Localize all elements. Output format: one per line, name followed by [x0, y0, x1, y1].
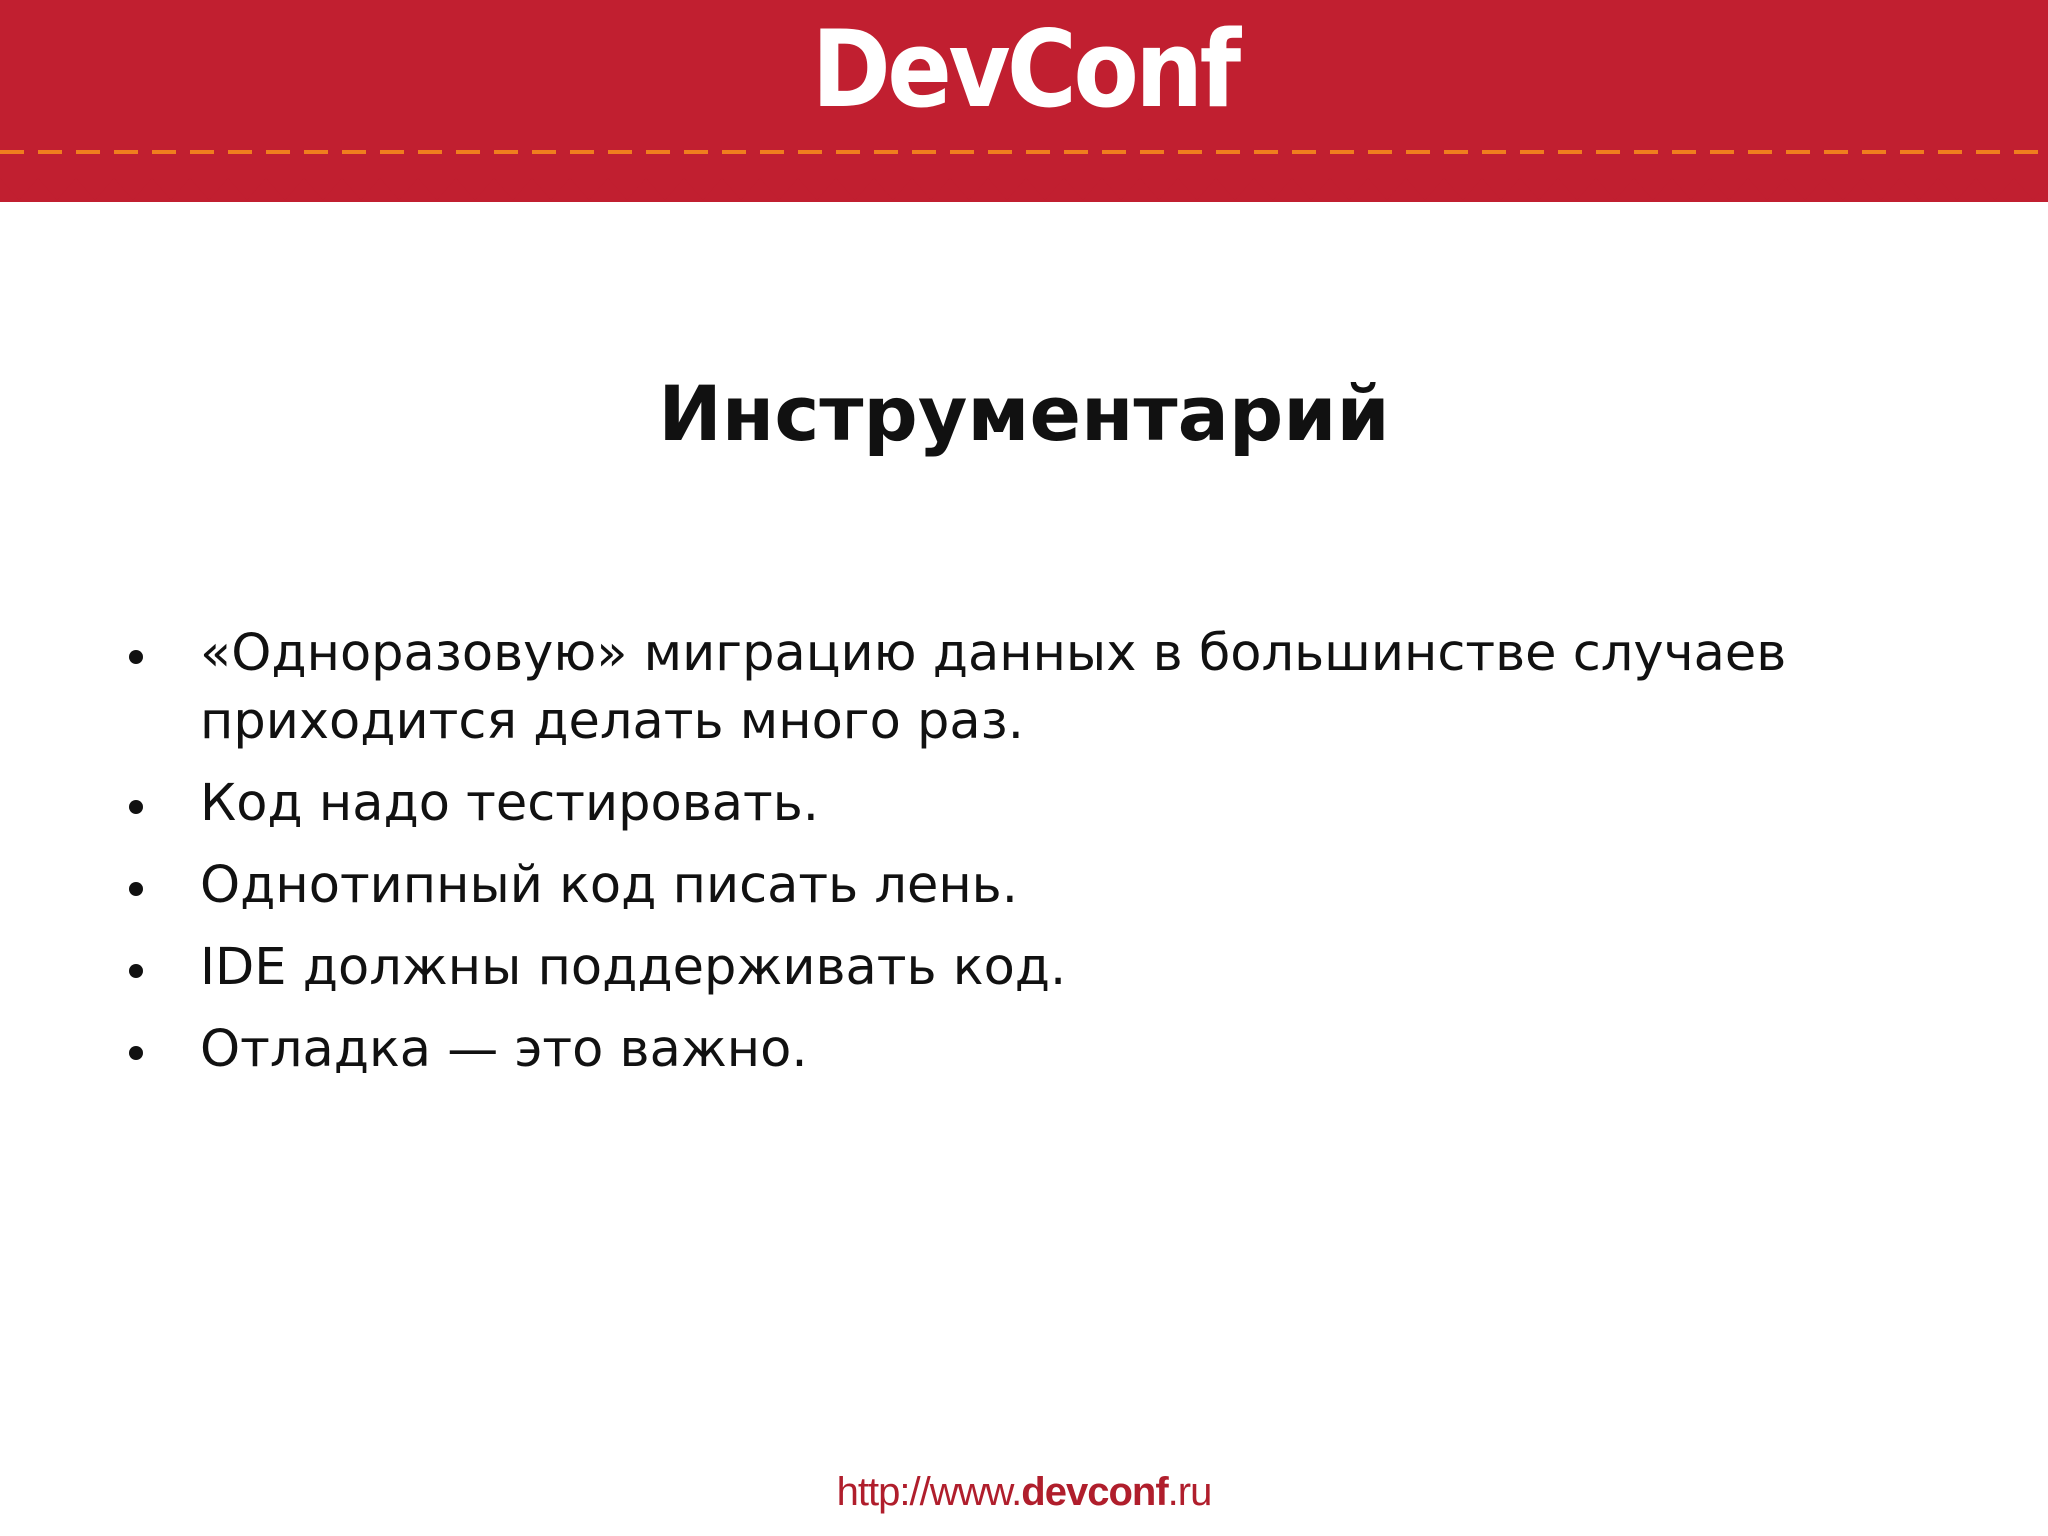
bullet-icon [129, 1046, 143, 1060]
bullet-item [120, 620, 1940, 756]
bullet-item [120, 852, 1940, 920]
bullet-text: Однотипный код писать лень. [200, 856, 1018, 915]
slide-title: Инструментарий [658, 369, 1390, 458]
bullet-icon [129, 800, 143, 814]
bullet-text: IDE должны поддерживать код. [200, 938, 1067, 997]
bullet-text: «Одноразовую» миграцию данных в большинстве случаев приходится делать много раз. [200, 624, 1787, 751]
bullet-icon [129, 964, 143, 978]
bullet-list [120, 620, 1940, 1098]
url-suffix: .ru [1167, 1470, 1212, 1514]
footer-url[interactable] [0, 1470, 2048, 1515]
devconf-logo [790, 10, 1260, 130]
bullet-icon [129, 882, 143, 896]
bullet-item [120, 1016, 1940, 1084]
bullet-text: Отладка — это важно. [200, 1020, 808, 1079]
bullet-item [120, 934, 1940, 1002]
bullet-text: Код надо тестировать. [200, 774, 819, 833]
bullet-item [120, 770, 1940, 838]
bullet-icon [129, 650, 143, 664]
url-prefix: http://www. [836, 1470, 1022, 1514]
logo-text: DevConf [812, 8, 1238, 131]
url-domain: devconf [1021, 1470, 1168, 1514]
